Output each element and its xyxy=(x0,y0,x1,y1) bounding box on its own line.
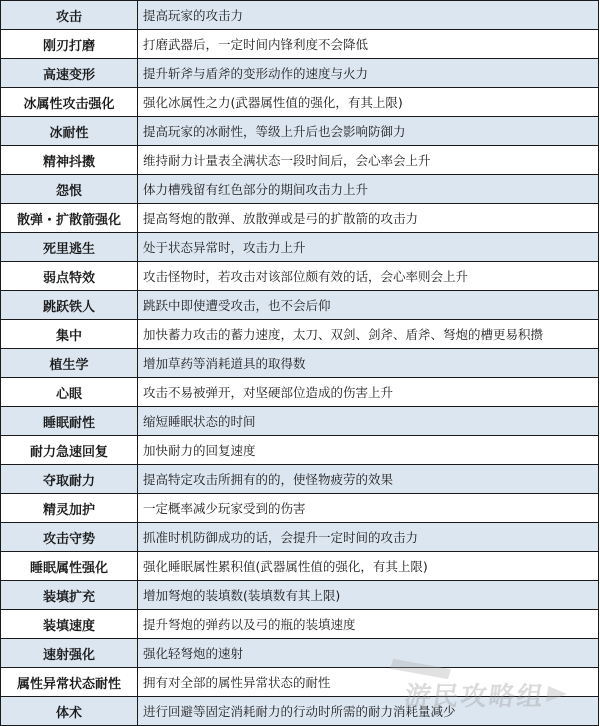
skill-name: 死里逃生 xyxy=(1,233,138,262)
skill-description: 跳跃中即使遭受攻击，也不会后仰 xyxy=(138,291,599,320)
skill-description: 增加弩炮的装填数(装填数有其上限) xyxy=(138,581,599,610)
table-row xyxy=(1,88,599,117)
skill-description: 增加草药等消耗道具的取得数 xyxy=(138,349,599,378)
watermark-text: 游民攻略组 xyxy=(402,682,547,712)
table-row xyxy=(1,30,599,59)
table-row xyxy=(1,349,599,378)
skill-description: 一定概率减少玩家受到的伤害 xyxy=(138,494,599,523)
table-row xyxy=(1,523,599,552)
skill-name: 精神抖擞 xyxy=(1,146,138,175)
skill-description: 抓准时机防御成功的话，会提升一定时间的攻击力 xyxy=(138,523,599,552)
skill-name: 冰耐性 xyxy=(1,117,138,146)
skill-table-body xyxy=(1,1,599,726)
skill-description: 处于状态异常时，攻击力上升 xyxy=(138,233,599,262)
skill-name: 夺取耐力 xyxy=(1,465,138,494)
skill-name: 植生学 xyxy=(1,349,138,378)
skill-name: 速射强化 xyxy=(1,639,138,668)
skill-description: 攻击不易被弹开，对坚硬部位造成的伤害上升 xyxy=(138,378,599,407)
table-row xyxy=(1,291,599,320)
skill-description: 拥有对全部的属性异常状态的耐性 xyxy=(138,668,599,697)
skill-name: 冰属性攻击强化 xyxy=(1,88,138,117)
table-row xyxy=(1,233,599,262)
skill-name: 集中 xyxy=(1,320,138,349)
skill-name: 心眼 xyxy=(1,378,138,407)
table-row xyxy=(1,465,599,494)
skill-description: 提高特定攻击所拥有的的，使怪物疲劳的效果 xyxy=(138,465,599,494)
skill-description: 加快蓄力攻击的蓄力速度，太刀、双剑、剑斧、盾斧、弩炮的槽更易积攒 xyxy=(138,320,599,349)
table-row xyxy=(1,552,599,581)
skill-name: 散弹・扩散箭强化 xyxy=(1,204,138,233)
table-row xyxy=(1,610,599,639)
table-row xyxy=(1,146,599,175)
table-row xyxy=(1,407,599,436)
skill-name: 装填速度 xyxy=(1,610,138,639)
table-row xyxy=(1,1,599,30)
skill-name: 体术 xyxy=(1,697,138,726)
skill-description: 体力槽残留有红色部分的期间攻击力上升 xyxy=(138,175,599,204)
skill-name: 睡眠耐性 xyxy=(1,407,138,436)
skill-name: 属性异常状态耐性 xyxy=(1,668,138,697)
table-row xyxy=(1,117,599,146)
skill-description: 提高玩家的攻击力 xyxy=(138,1,599,30)
skill-description: 提升弩炮的弹药以及弓的瓶的装填速度 xyxy=(138,610,599,639)
skill-description: 加快耐力的回复速度 xyxy=(138,436,599,465)
skill-name: 睡眠属性强化 xyxy=(1,552,138,581)
skill-description: 维持耐力计量表全满状态一段时间后，会心率会上升 xyxy=(138,146,599,175)
table-row xyxy=(1,494,599,523)
skill-description: 进行回避等固定消耗耐力的行动时所需的耐力消耗量减少 xyxy=(138,697,599,726)
skill-description: 攻击怪物时，若攻击对该部位颇有效的话，会心率则会上升 xyxy=(138,262,599,291)
skill-name: 攻击守势 xyxy=(1,523,138,552)
skill-name: 怨恨 xyxy=(1,175,138,204)
skill-name: 刚刃打磨 xyxy=(1,30,138,59)
skill-name: 跳跃铁人 xyxy=(1,291,138,320)
skill-name: 攻击 xyxy=(1,1,138,30)
table-row xyxy=(1,378,599,407)
skill-description: 强化轻弩炮的速射 xyxy=(138,639,599,668)
skill-description: 提高玩家的冰耐性，等级上升后也会影响防御力 xyxy=(138,117,599,146)
skill-name: 耐力急速回复 xyxy=(1,436,138,465)
table-row xyxy=(1,204,599,233)
table-row xyxy=(1,262,599,291)
table-row xyxy=(1,697,599,726)
skill-name: 高速变形 xyxy=(1,59,138,88)
skill-name: 装填扩充 xyxy=(1,581,138,610)
skill-description: 提升斩斧与盾斧的变形动作的速度与火力 xyxy=(138,59,599,88)
skill-description: 强化冰属性之力(武器属性值的强化，有其上限) xyxy=(138,88,599,117)
skill-description: 打磨武器后，一定时间内锋利度不会降低 xyxy=(138,30,599,59)
table-row xyxy=(1,668,599,697)
table-row xyxy=(1,639,599,668)
skill-description: 强化睡眠属性累积值(武器属性值的强化，有其上限) xyxy=(138,552,599,581)
skill-description: 提高弩炮的散弹、放散弹或是弓的扩散箭的攻击力 xyxy=(138,204,599,233)
skill-description: 缩短睡眠状态的时间 xyxy=(138,407,599,436)
table-row xyxy=(1,175,599,204)
table-row xyxy=(1,59,599,88)
table-row xyxy=(1,320,599,349)
table-row xyxy=(1,581,599,610)
skill-name: 精灵加护 xyxy=(1,494,138,523)
table-row xyxy=(1,436,599,465)
skill-name: 弱点特效 xyxy=(1,262,138,291)
